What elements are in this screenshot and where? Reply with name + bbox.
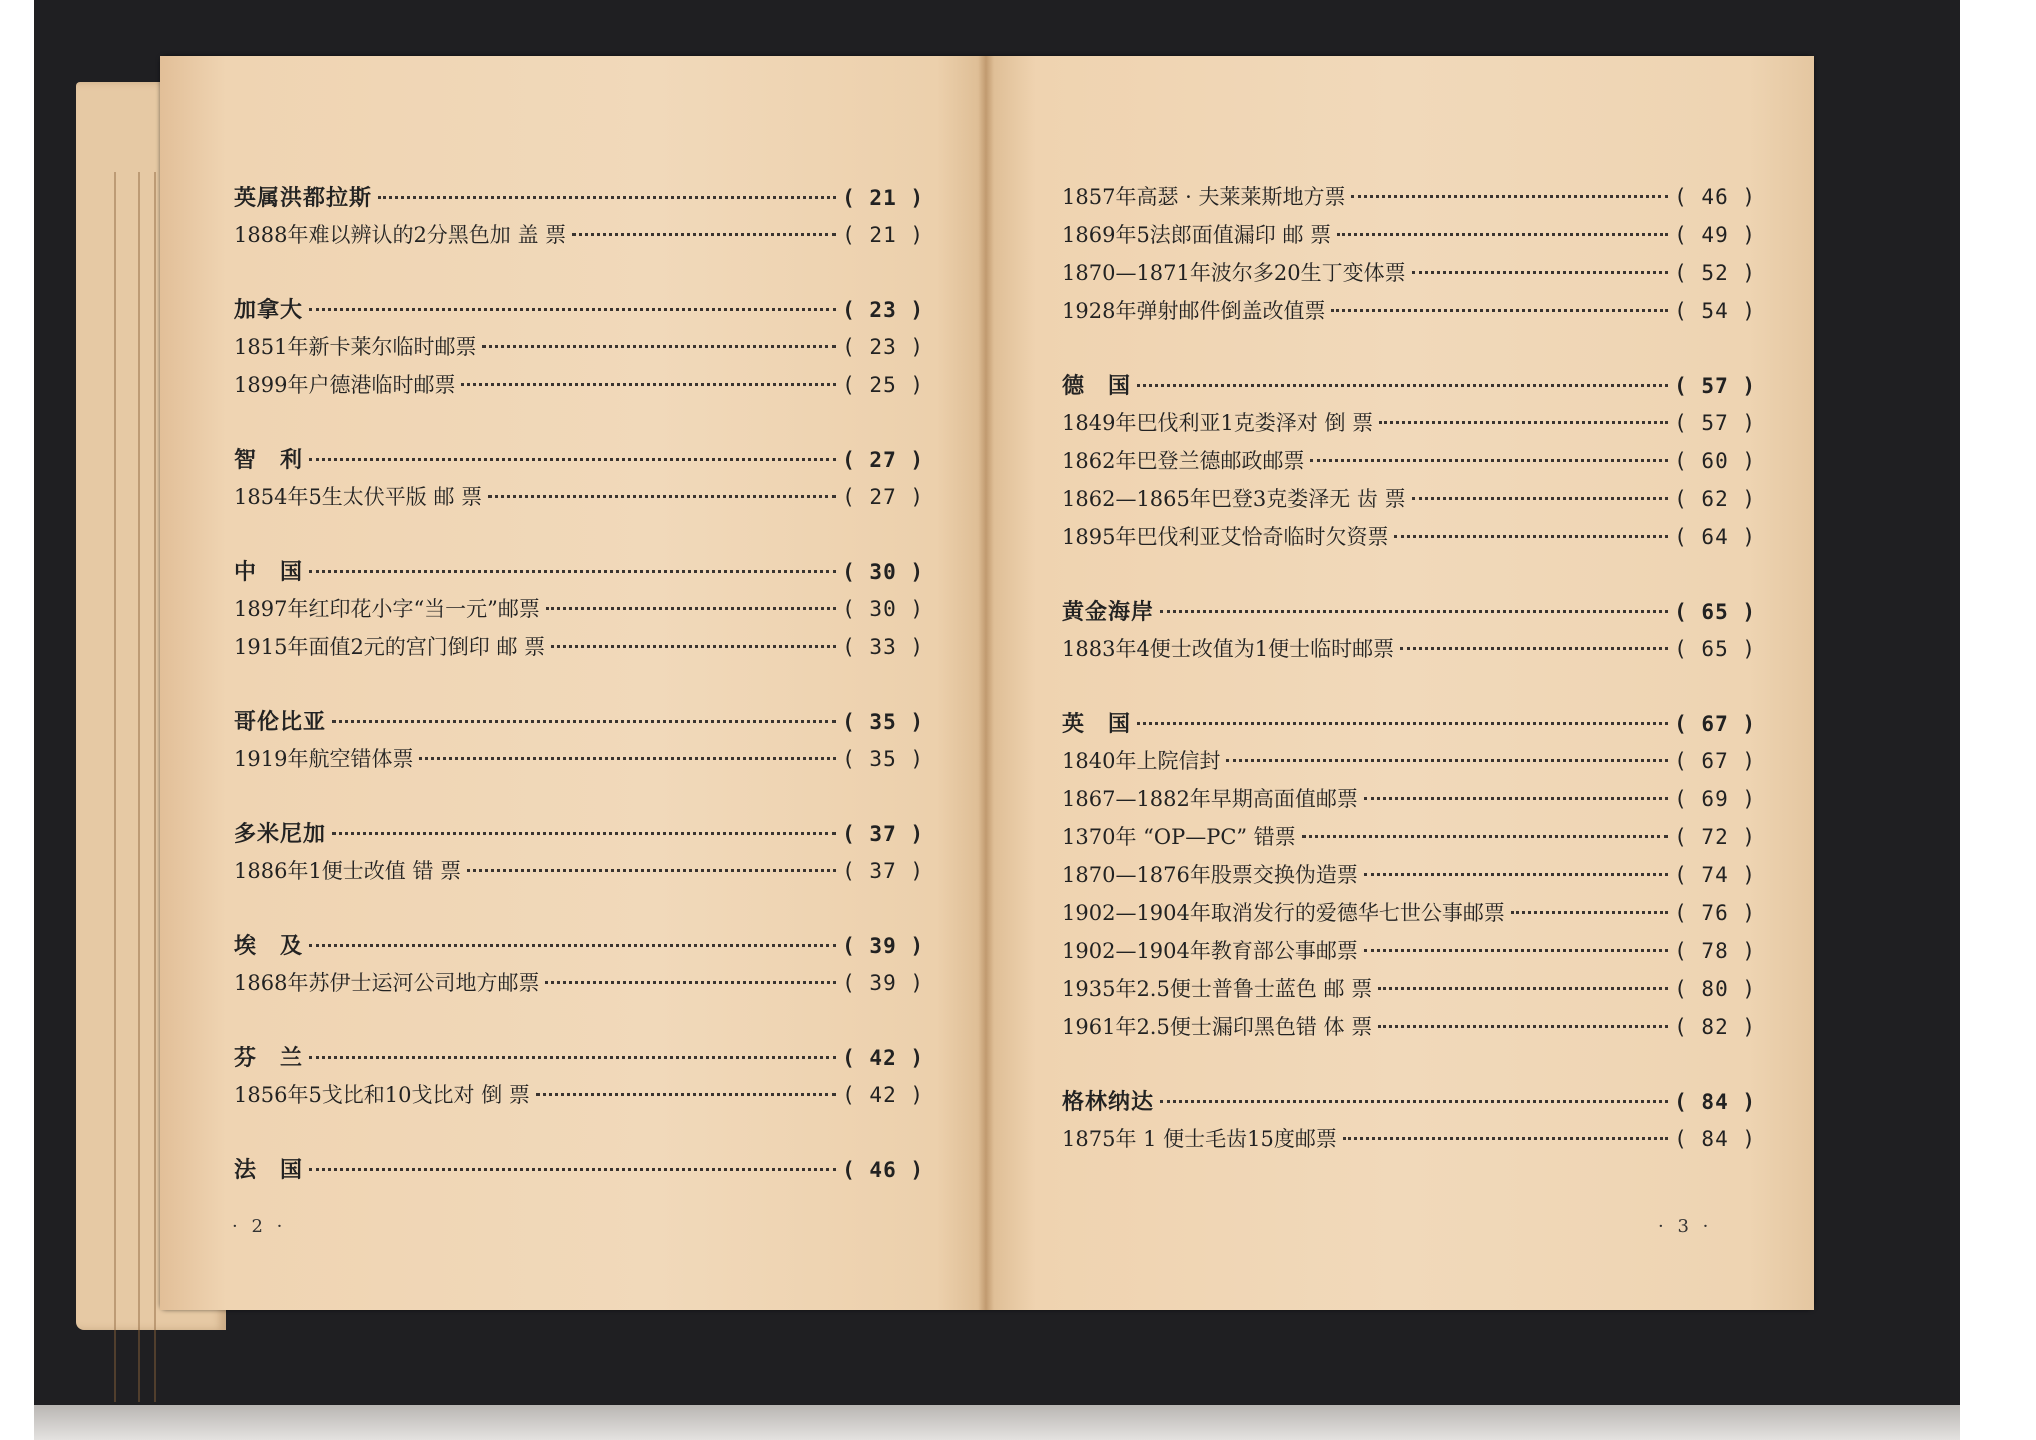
page-reference: ( 72 ) (1674, 825, 1756, 849)
entry-title: 1899年户德港临时邮票 (234, 373, 456, 397)
toc-section-heading (1062, 595, 1756, 633)
section-title: 英属洪都拉斯 (234, 185, 373, 211)
section-title: 埃 及 (234, 933, 304, 959)
entry-title: 1370年 “OP—PC” 错票 (1062, 825, 1296, 849)
dot-leader (461, 383, 836, 386)
toc-entry (1062, 483, 1756, 521)
dot-leader (1364, 949, 1668, 952)
page-reference: ( 80 ) (1674, 977, 1756, 1001)
toc-entry (1062, 1123, 1756, 1161)
dot-leader (309, 308, 836, 311)
entry-title: 1895年巴伐利亚艾恰奇临时欠资票 (1062, 525, 1389, 549)
entry-title: 1857年高瑟 · 夫莱莱斯地方票 (1062, 185, 1346, 209)
page-reference: ( 78 ) (1674, 939, 1756, 963)
dot-leader (1331, 309, 1668, 312)
page-reference: ( 33 ) (842, 635, 924, 659)
dot-leader (536, 1093, 836, 1096)
dot-leader (309, 458, 836, 461)
page-reference: ( 76 ) (1674, 901, 1756, 925)
toc-section-heading (1062, 707, 1756, 745)
dot-leader (309, 570, 836, 573)
toc-entry (234, 743, 924, 781)
section-title: 芬 兰 (234, 1045, 304, 1071)
page-reference: ( 84 ) (1674, 1090, 1756, 1114)
entry-title: 1888年难以辨认的2分黑色加 盖 票 (234, 223, 567, 247)
entry-title: 1883年4便士改值为1便士临时邮票 (1062, 637, 1395, 661)
toc-entry (1062, 935, 1756, 973)
entry-title: 1870—1876年股票交换伪造票 (1062, 863, 1358, 887)
entry-title: 1840年上院信封 (1062, 749, 1221, 773)
entry-title: 1870—1871年波尔多20生丁变体票 (1062, 261, 1406, 285)
dot-leader (1364, 797, 1668, 800)
toc-section (234, 181, 924, 257)
entry-title: 1862年巴登兰德邮政邮票 (1062, 449, 1305, 473)
open-book (160, 56, 1814, 1310)
dot-leader (332, 832, 836, 835)
right-toc (1062, 181, 1756, 1197)
dot-leader (309, 944, 836, 947)
dot-leader (545, 981, 836, 984)
entry-title: 1935年2.5便士普鲁士蓝色 邮 票 (1062, 977, 1373, 1001)
dot-leader (1337, 233, 1668, 236)
page-reference: ( 21 ) (842, 223, 924, 247)
section-title: 法 国 (234, 1157, 304, 1183)
dot-leader (572, 233, 836, 236)
toc-section (1062, 595, 1756, 671)
toc-entry (1062, 783, 1756, 821)
toc-section-heading (234, 181, 924, 219)
page-reference: ( 82 ) (1674, 1015, 1756, 1039)
toc-entry (1062, 219, 1756, 257)
toc-entry (234, 481, 924, 519)
page-reference: ( 62 ) (1674, 487, 1756, 511)
toc-section (234, 705, 924, 781)
dot-leader (1310, 459, 1668, 462)
dot-leader (1400, 647, 1668, 650)
entry-title: 1928年弹射邮件倒盖改值票 (1062, 299, 1326, 323)
page-reference: ( 23 ) (842, 335, 924, 359)
page-reference: ( 25 ) (842, 373, 924, 397)
dot-leader (309, 1168, 836, 1171)
scanner-edge-strip (34, 1405, 1960, 1440)
toc-section (234, 817, 924, 893)
toc-entry (1062, 407, 1756, 445)
entry-title: 1849年巴伐利亚1克娄泽对 倒 票 (1062, 411, 1374, 435)
page-reference: ( 64 ) (1674, 525, 1756, 549)
toc-entry (234, 219, 924, 257)
section-title: 哥伦比亚 (234, 709, 327, 735)
page-reference: ( 39 ) (842, 934, 924, 958)
section-title: 加拿大 (234, 297, 304, 323)
toc-entry (1062, 257, 1756, 295)
page-reference: ( 37 ) (842, 859, 924, 883)
entry-title: 1902—1904年教育部公事邮票 (1062, 939, 1358, 963)
toc-entry (234, 631, 924, 669)
entry-title: 1869年5法郎面值漏印 邮 票 (1062, 223, 1332, 247)
toc-section-heading (234, 817, 924, 855)
page-reference: ( 54 ) (1674, 299, 1756, 323)
dot-leader (551, 645, 836, 648)
section-title: 德 国 (1062, 373, 1132, 399)
page-reference: ( 23 ) (842, 298, 924, 322)
page-reference: ( 84 ) (1674, 1127, 1756, 1151)
dot-leader (1511, 911, 1668, 914)
entry-title: 1886年1便士改值 错 票 (234, 859, 462, 883)
left-toc (234, 181, 924, 1227)
page-reference: ( 60 ) (1674, 449, 1756, 473)
toc-section (234, 293, 924, 407)
dot-leader (1351, 195, 1668, 198)
toc-section-heading (1062, 1085, 1756, 1123)
toc-section (1062, 369, 1756, 559)
page-reference: ( 21 ) (842, 186, 924, 210)
page-reference: ( 42 ) (842, 1046, 924, 1070)
toc-section (1062, 181, 1756, 333)
entry-title: 1862—1865年巴登3克娄泽无 齿 票 (1062, 487, 1406, 511)
toc-section (1062, 1085, 1756, 1161)
toc-entry (1062, 633, 1756, 671)
toc-section-heading (234, 1153, 924, 1191)
page-reference: ( 65 ) (1674, 600, 1756, 624)
dot-leader (1378, 987, 1668, 990)
dot-leader (1226, 759, 1668, 762)
toc-section-heading (234, 929, 924, 967)
dot-leader (1137, 384, 1668, 387)
toc-section-heading (234, 293, 924, 331)
page-reference: ( 49 ) (1674, 223, 1756, 247)
dot-leader (482, 345, 836, 348)
page-reference: ( 69 ) (1674, 787, 1756, 811)
page-reference: ( 52 ) (1674, 261, 1756, 285)
page-reference: ( 30 ) (842, 597, 924, 621)
toc-entry (234, 1079, 924, 1117)
toc-entry (234, 593, 924, 631)
entry-title: 1897年红印花小字“当一元”邮票 (234, 597, 540, 621)
toc-section-heading (234, 443, 924, 481)
entry-title: 1902—1904年取消发行的爱德华七世公事邮票 (1062, 901, 1505, 925)
page-reference: ( 35 ) (842, 747, 924, 771)
toc-entry (1062, 897, 1756, 935)
entry-title: 1854年5生太伏平版 邮 票 (234, 485, 483, 509)
dot-leader (1302, 835, 1668, 838)
section-title: 格林纳达 (1062, 1089, 1155, 1115)
page-reference: ( 27 ) (842, 448, 924, 472)
page-reference: ( 74 ) (1674, 863, 1756, 887)
dot-leader (1160, 1100, 1668, 1103)
toc-entry (234, 369, 924, 407)
entry-title: 1856年5戈比和10戈比对 倒 票 (234, 1083, 530, 1107)
page-reference: ( 46 ) (842, 1158, 924, 1182)
entry-title: 1868年苏伊士运河公司地方邮票 (234, 971, 540, 995)
toc-entry (1062, 821, 1756, 859)
book-gutter (978, 56, 994, 1310)
entry-title: 1875年 1 便士毛齿15度邮票 (1062, 1127, 1337, 1151)
page-reference: ( 42 ) (842, 1083, 924, 1107)
dot-leader (467, 869, 836, 872)
entry-title: 1915年面值2元的宫门倒印 邮 票 (234, 635, 546, 659)
page-reference: ( 57 ) (1674, 411, 1756, 435)
dot-leader (1378, 1025, 1668, 1028)
dot-leader (1343, 1137, 1668, 1140)
dot-leader (1394, 535, 1668, 538)
page-reference: ( 67 ) (1674, 712, 1756, 736)
toc-entry (234, 967, 924, 1005)
dot-leader (1412, 271, 1669, 274)
entry-title: 1961年2.5便士漏印黑色错 体 票 (1062, 1015, 1373, 1039)
toc-entry (234, 855, 924, 893)
toc-section-heading (1062, 369, 1756, 407)
toc-section (234, 929, 924, 1005)
section-title: 多米尼加 (234, 821, 327, 847)
page-number-right: · 3 · (1658, 1216, 1713, 1237)
toc-section (234, 555, 924, 669)
dot-leader (1364, 873, 1668, 876)
section-title: 黄金海岸 (1062, 599, 1155, 625)
page-reference: ( 65 ) (1674, 637, 1756, 661)
dot-leader (332, 720, 836, 723)
page-reference: ( 46 ) (1674, 185, 1756, 209)
toc-section (1062, 707, 1756, 1049)
toc-entry (1062, 859, 1756, 897)
section-title: 英 国 (1062, 711, 1132, 737)
page-number-left: · 2 · (232, 1216, 287, 1237)
page-reference: ( 37 ) (842, 822, 924, 846)
entry-title: 1851年新卡莱尔临时邮票 (234, 335, 477, 359)
dot-leader (488, 495, 836, 498)
entry-title: 1919年航空错体票 (234, 747, 414, 771)
dot-leader (419, 757, 836, 760)
toc-section (234, 443, 924, 519)
page-reference: ( 27 ) (842, 485, 924, 509)
dot-leader (309, 1056, 836, 1059)
page-reference: ( 35 ) (842, 710, 924, 734)
toc-section-heading (234, 1041, 924, 1079)
toc-entry (1062, 181, 1756, 219)
toc-entry (234, 331, 924, 369)
dot-leader (1412, 497, 1669, 500)
dot-leader (378, 196, 836, 199)
dot-leader (546, 607, 836, 610)
toc-section-heading (234, 705, 924, 743)
toc-entry (1062, 745, 1756, 783)
section-title: 中 国 (234, 559, 304, 585)
dot-leader (1379, 421, 1668, 424)
toc-entry (1062, 445, 1756, 483)
page-reference: ( 67 ) (1674, 749, 1756, 773)
page-reference: ( 30 ) (842, 560, 924, 584)
dot-leader (1160, 610, 1668, 613)
section-title: 智 利 (234, 447, 304, 473)
toc-entry (1062, 295, 1756, 333)
toc-entry (1062, 1011, 1756, 1049)
page-reference: ( 57 ) (1674, 374, 1756, 398)
page-reference: ( 39 ) (842, 971, 924, 995)
toc-entry (1062, 973, 1756, 1011)
toc-entry (1062, 521, 1756, 559)
toc-section (234, 1041, 924, 1117)
entry-title: 1867—1882年早期高面值邮票 (1062, 787, 1358, 811)
toc-section-heading (234, 555, 924, 593)
toc-section (234, 1153, 924, 1191)
dot-leader (1137, 722, 1668, 725)
